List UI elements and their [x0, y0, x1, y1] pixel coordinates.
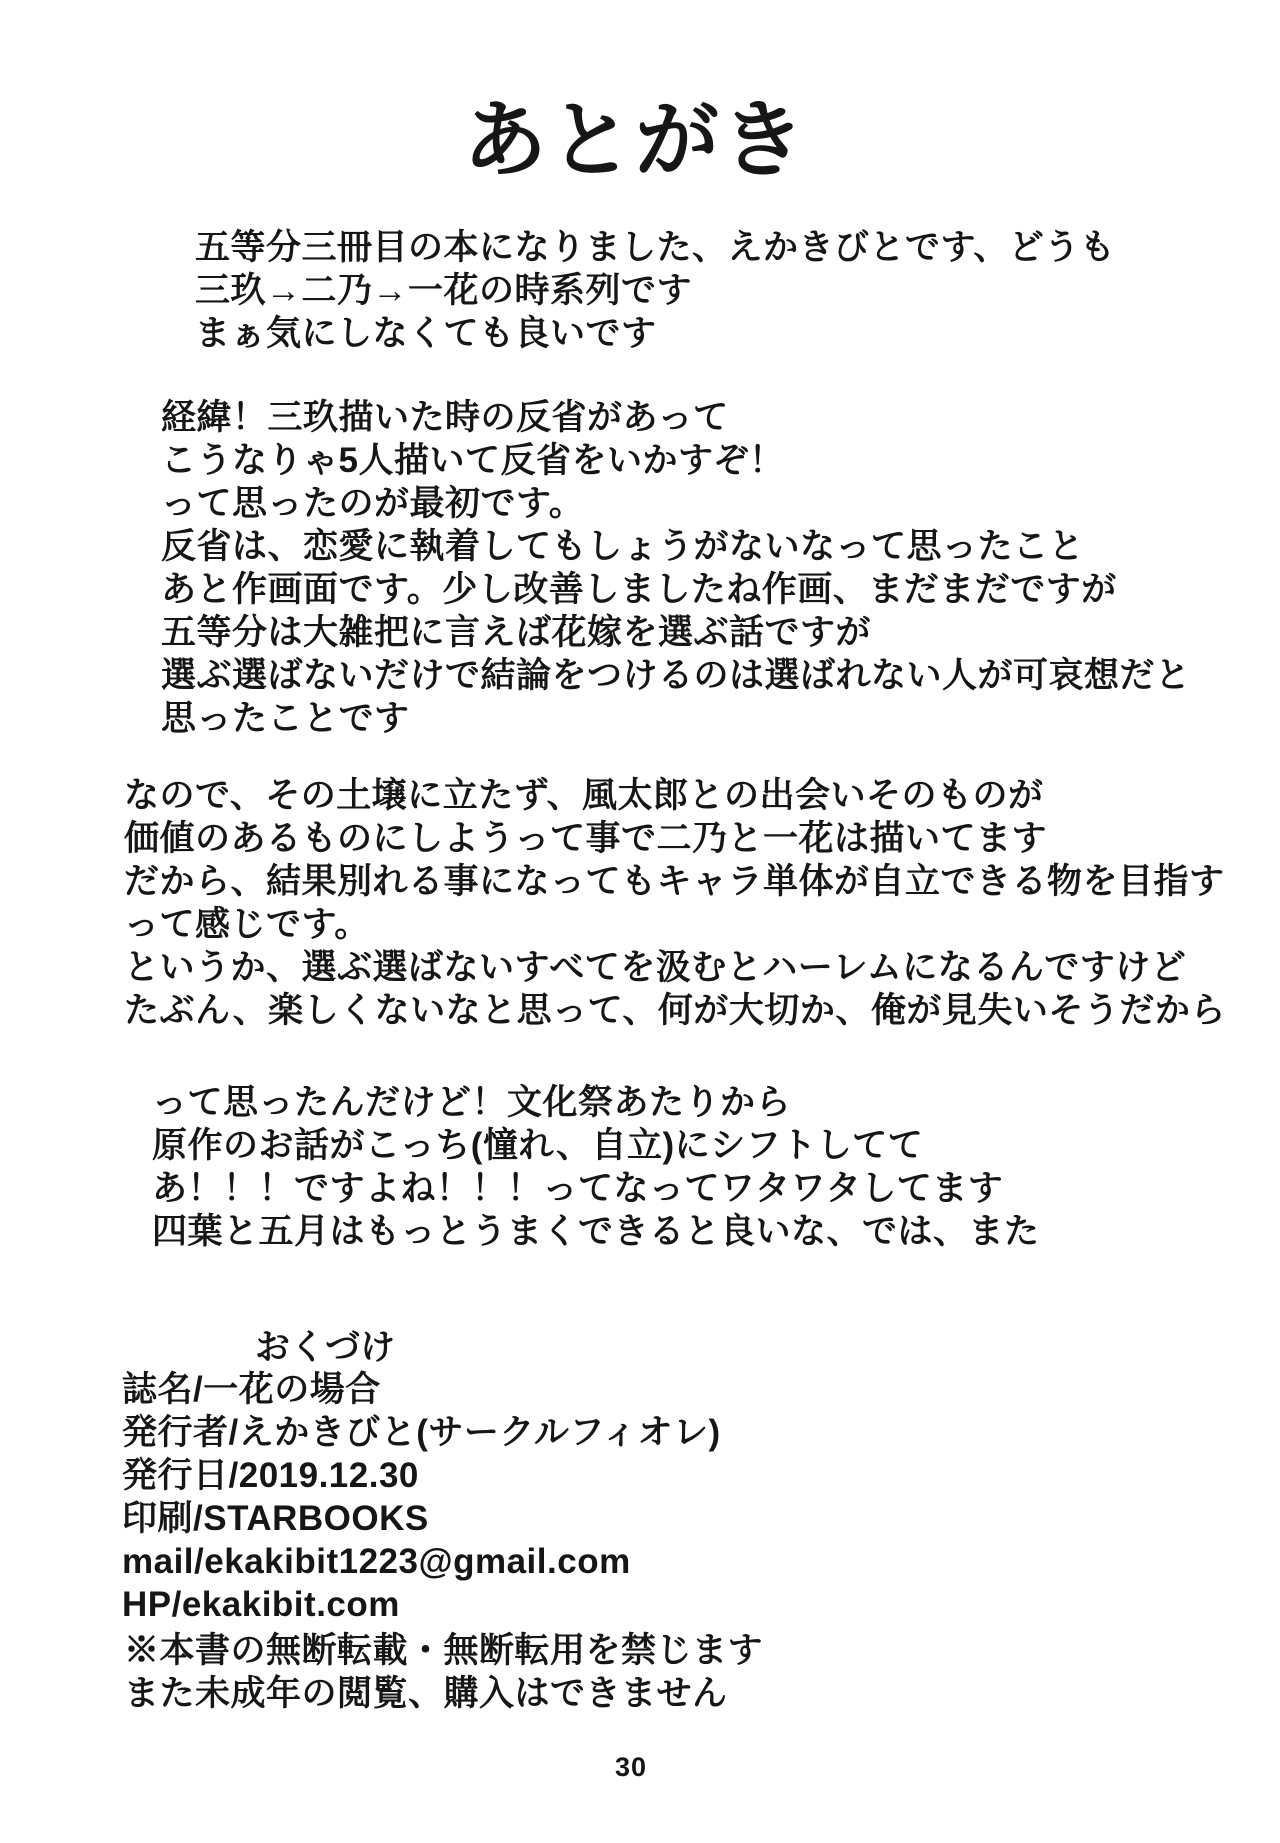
colophon-line-mail: mail/ekakibit1223@gmail.com — [122, 1542, 631, 1581]
text-line: って思ったんだけど！文化祭あたりから — [152, 1083, 792, 1122]
text-line: 三玖→二乃→一花の時系列です — [195, 271, 693, 310]
text-line: だから、結果別れる事になってもキャラ単体が自立できる物を目指す — [124, 862, 1225, 901]
page-title: あとがき — [462, 93, 807, 187]
paragraph-approach — [124, 774, 1226, 1032]
paragraph-reflection — [161, 396, 1191, 740]
text-line: ※本書の無断転載・無断転用を禁じます — [124, 1631, 764, 1670]
colophon-line-date: 発行日/2019.12.30 — [122, 1456, 419, 1495]
text-line: 五等分は大雑把に言えば花嫁を選ぶ話ですが — [161, 613, 872, 652]
text-line: あと作画面です。少し改善しましたね作画、まだまだですが — [161, 570, 1117, 609]
text-line: というか、選ぶ選ばないすべてを汲むとハーレムになるんですけど — [124, 948, 1187, 987]
colophon-heading: おくづけ — [255, 1328, 396, 1367]
colophon-line-homepage: HP/ekakibit.com — [122, 1585, 400, 1624]
page-number: 30 — [614, 1752, 648, 1782]
text-line: 経緯！三玖描いた時の反省があって — [161, 398, 729, 437]
colophon-line-printer: 印刷/STARBOOKS — [122, 1499, 429, 1538]
paragraph-intro — [195, 226, 1115, 355]
text-line: って思ったのが最初です。 — [161, 484, 585, 523]
paragraph-closing — [152, 1081, 1040, 1253]
text-line: あ！！！ですよね！！！ってなってワタワタしてます — [152, 1169, 1004, 1208]
text-line: 原作のお話がこっち(憧れ、自立)にシフトしてて — [152, 1126, 924, 1165]
text-line: 反省は、恋愛に執着してもしょうがないなって思ったこと — [161, 527, 1085, 566]
text-line: 四葉と五月はもっとうまくできると良いな、では、また — [152, 1212, 1040, 1251]
disclaimer-block — [124, 1629, 763, 1715]
colophon-line-publisher: 発行者/えかきびと(サークルフィオレ) — [122, 1413, 721, 1452]
text-line: まぁ気にしなくても良いです — [195, 314, 657, 353]
text-line: こうなりゃ5人描いて反省をいかすぞ！ — [161, 441, 785, 480]
text-line: なので、その土壌に立たず、風太郎との出会いそのものが — [124, 776, 1044, 815]
text-line: 選ぶ選ばないだけで結論をつけるのは選ばれない人が可哀想だと — [161, 656, 1191, 695]
text-line: また未成年の閲覧、購入はできません — [124, 1674, 728, 1713]
colophon-block — [122, 1368, 721, 1626]
text-line: 価値のあるものにしようって事で二乃と一花は描いてます — [124, 819, 1048, 858]
text-line: たぶん、楽しくないなと思って、何が大切か、俺が見失いそうだから — [124, 991, 1226, 1030]
text-line: 五等分三冊目の本になりました、えかきびとです、どうも — [195, 228, 1116, 267]
text-line: って感じです。 — [124, 905, 370, 944]
text-line: 思ったことです — [161, 699, 410, 738]
colophon-line-title: 誌名/一花の場合 — [122, 1370, 381, 1409]
